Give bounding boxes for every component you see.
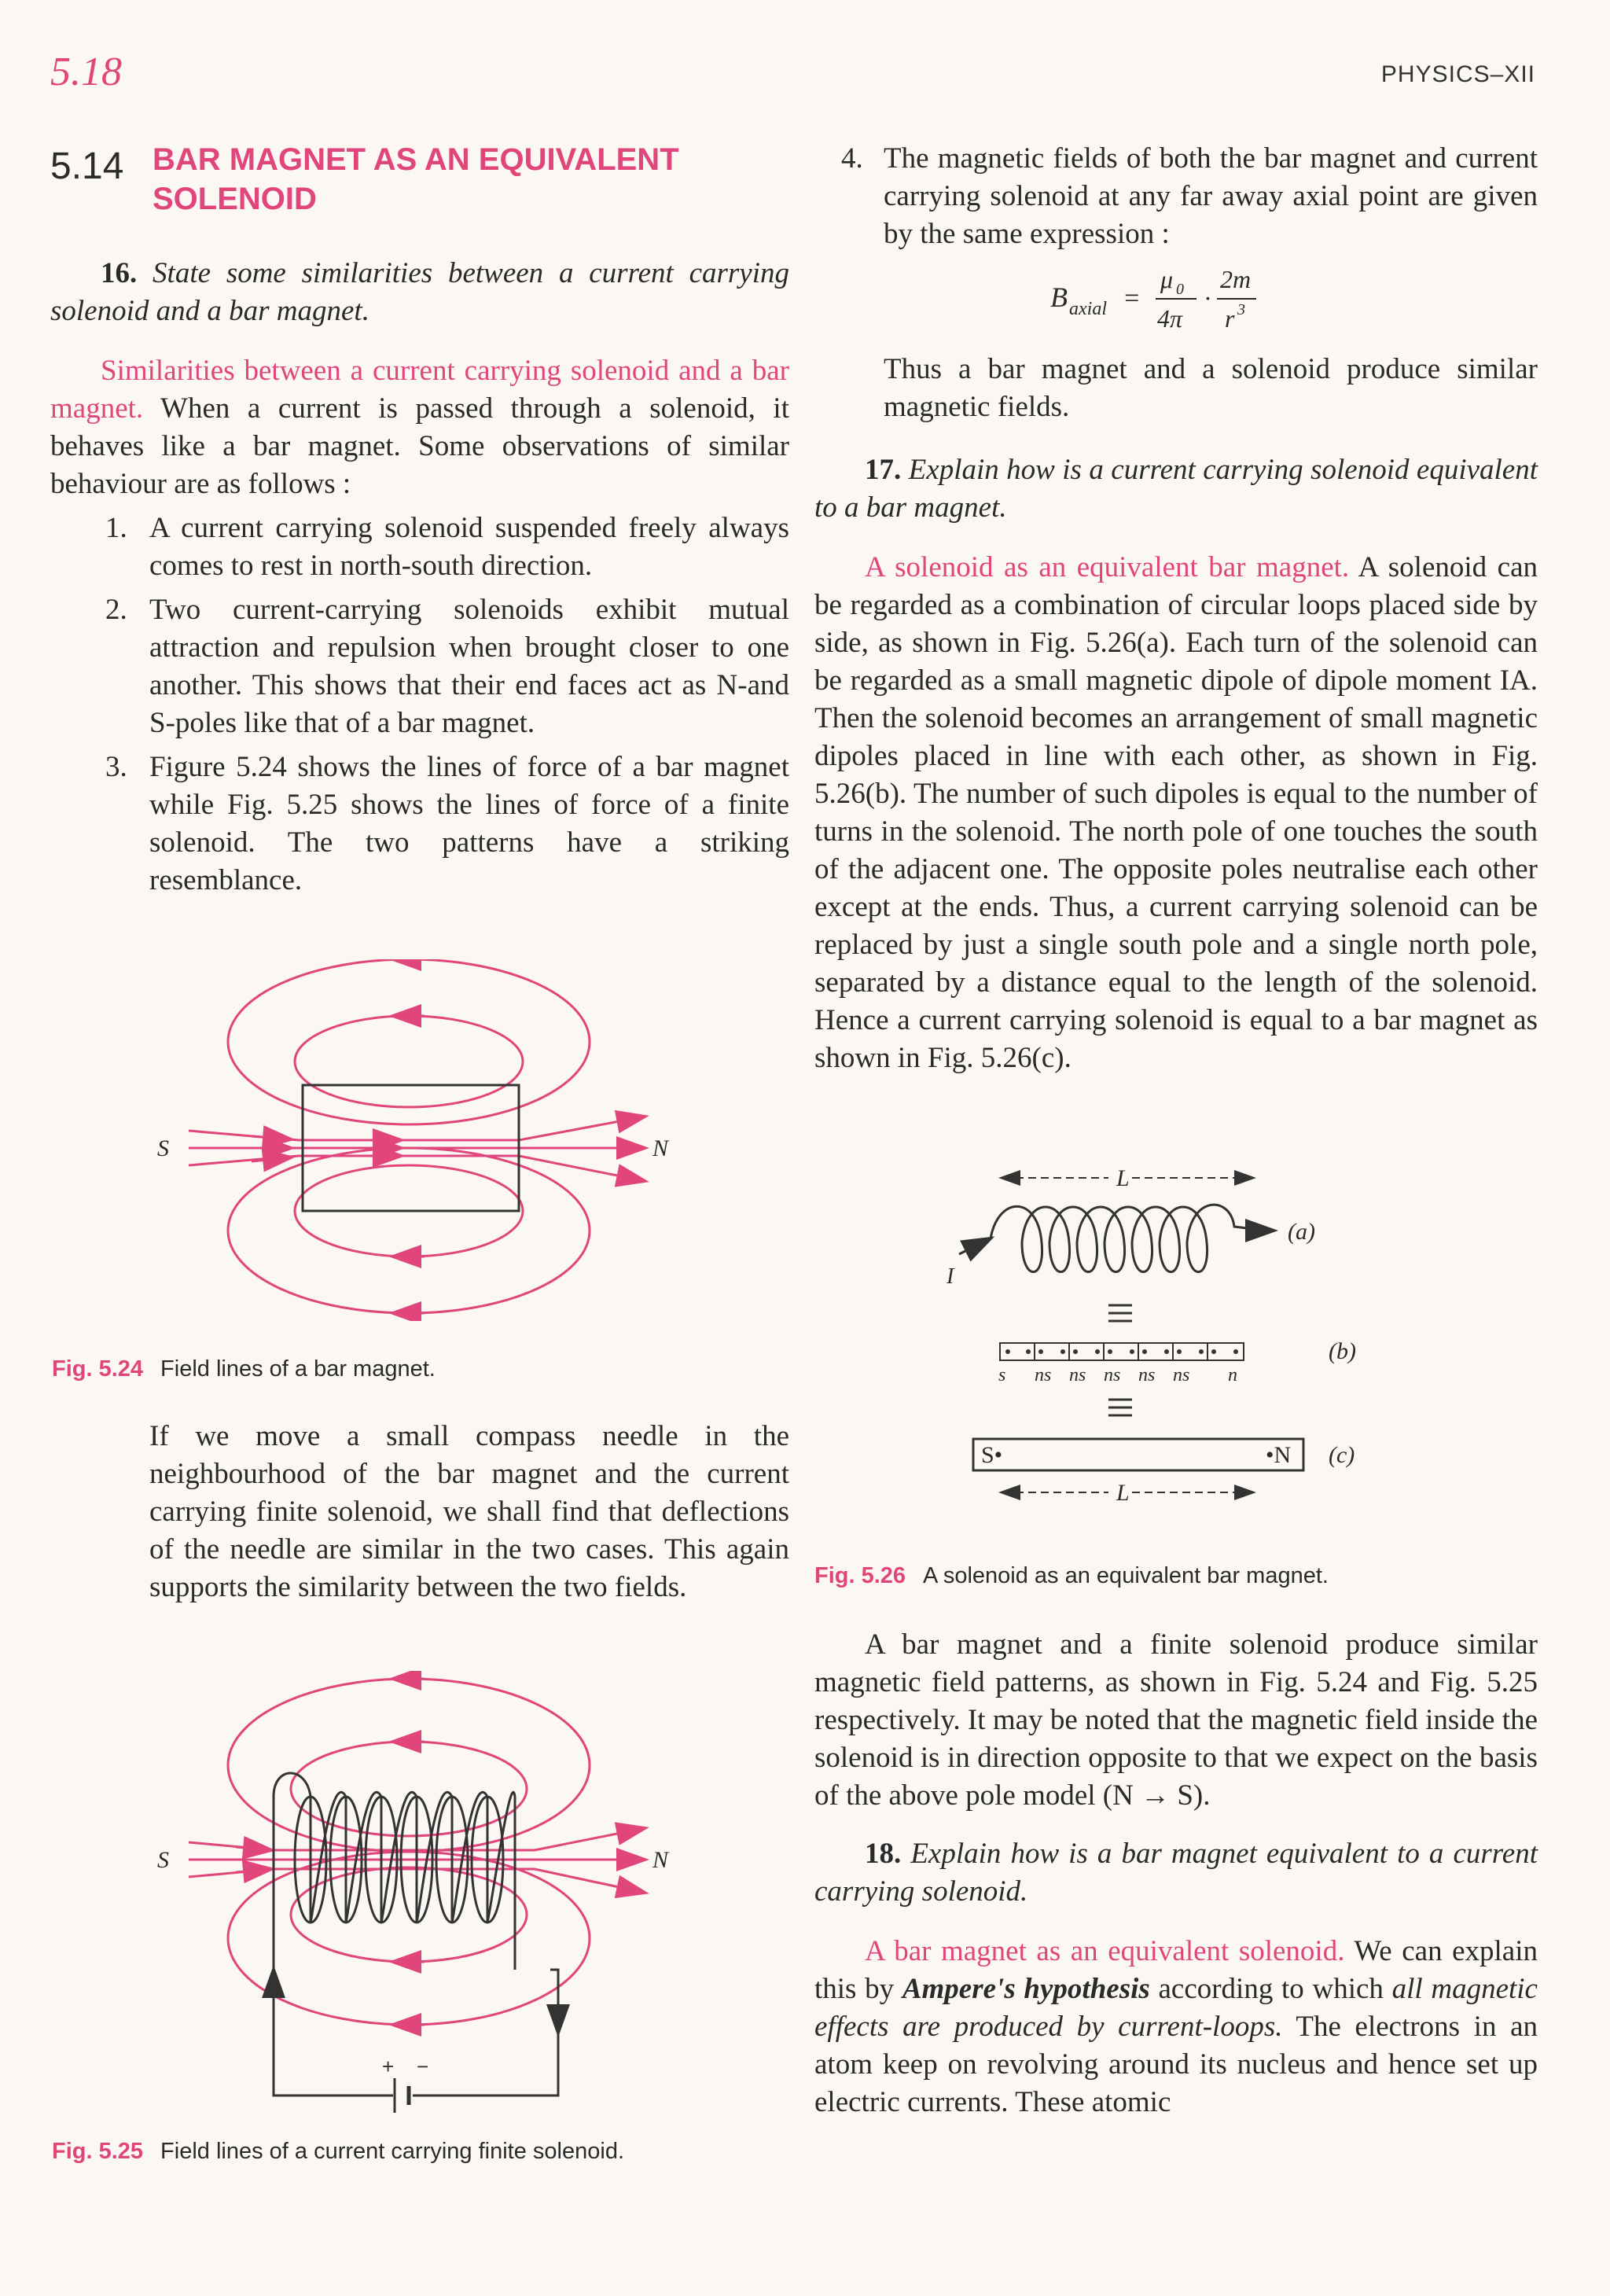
- formula-b: B: [1050, 281, 1068, 313]
- section-title-line1: BAR MAGNET AS AN EQUIVALENT: [153, 142, 679, 177]
- paragraph-field-patterns: A bar magnet and a finite solenoid produce similar magnetic field patterns, as shown in Fig. 5.24 and Fig. 5.25 respectively. It may be noted that the magnetic field inside the solenoid is in direction opposite to that we expect on the basis of the above pole model (N → S).: [814, 1628, 1538, 1812]
- left-column: [50, 140, 789, 900]
- figure-5-26-solenoid-equivalent: [935, 1164, 1439, 1533]
- answer-heading: Similarities between a current carrying solenoid and a bar magnet.: [50, 355, 789, 425]
- question-text: Explain how is a current carrying solenoid equivalent to a bar magnet.: [814, 454, 1538, 524]
- svg-text:=: =: [1123, 284, 1141, 313]
- question-number: 18.: [865, 1838, 902, 1870]
- dipole-label: ns: [1104, 1365, 1121, 1385]
- right-column: [814, 140, 1538, 1077]
- list-number: 2.: [105, 594, 127, 626]
- section-title-line2: SOLENOID: [153, 182, 317, 216]
- formula-conclusion: Thus a bar magnet and a solenoid produce similar magnetic fields.: [884, 353, 1538, 423]
- figure-label: Fig. 5.26: [814, 1563, 906, 1588]
- pole-s-label: S: [157, 1135, 169, 1161]
- section-number: 5.14: [50, 145, 124, 187]
- part-a-label: (a): [1288, 1219, 1315, 1245]
- figure-label: Fig. 5.25: [52, 2139, 144, 2164]
- page-number: 5.18: [50, 50, 122, 94]
- list-number: 3.: [105, 751, 127, 783]
- svg-text:·: ·: [1204, 284, 1211, 312]
- pole-n-label: N: [652, 1135, 669, 1161]
- part-c-label: (c): [1329, 1442, 1355, 1468]
- figure-5-25-caption: [52, 2139, 624, 2165]
- question-text: Explain how is a bar magnet equivalent to a current carrying solenoid.: [814, 1838, 1538, 1908]
- list-text: The magnetic fields of both the bar magnet and current carrying solenoid at any far away axial point are given by the same expression :: [884, 142, 1538, 250]
- right-column-lower: [814, 1626, 1538, 2121]
- compass-paragraph-block: [50, 1418, 789, 1606]
- caption-text: A solenoid as an equivalent bar magnet.: [923, 1563, 1329, 1588]
- formula-mu-sub: 0: [1176, 281, 1184, 298]
- list-text: A current carrying solenoid suspended freely always comes to rest in north-south direction.: [149, 512, 789, 582]
- running-head: PHYSICS–XII: [1380, 61, 1535, 87]
- list-number: 1.: [105, 512, 127, 544]
- question-number: 17.: [865, 454, 902, 486]
- question-number: 16.: [101, 257, 138, 289]
- dipole-label: ns: [1069, 1365, 1086, 1385]
- dipole-label: ns: [1035, 1365, 1052, 1385]
- list-number: 4.: [841, 142, 863, 175]
- figure-5-24-bar-magnet: [142, 959, 723, 1321]
- formula-graphic: [1050, 258, 1380, 337]
- answer-text: The electrons in an atom keep on revolving around its nucleus and hence set up electric currents. These atomic: [814, 2011, 1538, 2118]
- list-text: Figure 5.24 shows the lines of force of a bar magnet while Fig. 5.25 shows the lines of force of a finite solenoid. The two patterns have a striking resemblance.: [149, 751, 789, 896]
- formula-r: r: [1225, 304, 1235, 333]
- part-b-label: (b): [1329, 1338, 1356, 1364]
- length-label-top: L: [1116, 1165, 1130, 1191]
- answer-text: We can explain this by: [814, 1935, 1538, 2005]
- pole-s-label: S: [157, 1847, 169, 1873]
- hypothesis-term: Ampere's hypothesis: [902, 1973, 1150, 2005]
- battery-plus-label: +: [382, 2055, 395, 2078]
- dipole-label: s: [998, 1365, 1006, 1385]
- section-heading: [50, 140, 789, 219]
- similarity-list: [50, 510, 789, 900]
- figure-5-26-caption: [814, 1563, 1329, 1589]
- answer-17: [814, 549, 1538, 1077]
- caption-text: Field lines of a current carrying finite solenoid.: [160, 2139, 625, 2164]
- pole-n-label: •N: [1266, 1442, 1292, 1468]
- length-label-bottom: L: [1116, 1480, 1130, 1506]
- formula-mu: μ: [1160, 265, 1174, 293]
- answer-16-intro: [50, 352, 789, 503]
- answer-text: A solenoid can be regarded as a combination of circular loops placed side by side, as shown in Fig. 5.26(a). Each turn of the solenoid can be regarded as a small magnetic dipole of dipole moment IA. Then the solenoid becomes an arrangement of small magnetic dipoles placed in line with each other, as shown in Fig. 5.26(b). The number of such dipoles is equal to the number of turns in the solenoid. The north pole of one touches the south of the adjacent one. The opposite poles neutralise each other except at the ends. Thus, a current carrying solenoid can be replaced by just a single south pole and a single north pole, separated by a distance equal to the length of the solenoid. Hence a current carrying solenoid is equal to a bar magnet as shown in Fig. 5.26(c).: [814, 551, 1538, 1074]
- formula-4pi: 4π: [1157, 304, 1183, 333]
- answer-text: When a current is passed through a solenoid, it behaves like a bar magnet. Some observations of similar behaviour are as follows :: [50, 392, 789, 500]
- dipole-label: ns: [1173, 1365, 1190, 1385]
- question-17: [814, 451, 1538, 527]
- list-item: [50, 749, 789, 900]
- figure-5-24-caption: [52, 1356, 436, 1382]
- dipole-label: n: [1228, 1365, 1237, 1385]
- caption-text: Field lines of a bar magnet.: [160, 1356, 436, 1382]
- question-text: State some similarities between a current carrying solenoid and a bar magnet.: [50, 257, 789, 327]
- figure-5-25-solenoid: [142, 1671, 723, 2158]
- battery-minus-label: −: [417, 2055, 429, 2078]
- formula-sub-axial: axial: [1069, 299, 1107, 319]
- pole-n-label: N: [652, 1847, 669, 1873]
- current-label: I: [947, 1264, 954, 1289]
- pole-s-label: S•: [981, 1442, 1003, 1468]
- formula-r-sup: 3: [1237, 301, 1245, 318]
- formula-2m: 2m: [1220, 265, 1252, 293]
- answer-italic-text: all magnetic effects are produced by current-loops.: [814, 1973, 1538, 2043]
- compass-paragraph: If we move a small compass needle in the neighbourhood of the bar magnet and the current carrying finite solenoid, we shall find that deflections of the needle are similar in the two cases. This again supports the similarity between the two fields.: [149, 1420, 789, 1603]
- axial-field-formula: [814, 258, 1538, 337]
- list-item: [50, 591, 789, 742]
- question-16: [50, 255, 789, 330]
- figure-label: Fig. 5.24: [52, 1356, 144, 1382]
- question-18: [814, 1835, 1538, 1911]
- similarity-list-continued: [814, 140, 1538, 253]
- list-item: [814, 140, 1538, 253]
- list-item: [50, 510, 789, 585]
- answer-text: according to which: [1149, 1973, 1392, 2005]
- answer-heading: A solenoid as an equivalent bar magnet.: [865, 551, 1350, 583]
- answer-heading: A bar magnet as an equivalent solenoid.: [865, 1935, 1345, 1967]
- dipole-label: ns: [1138, 1365, 1156, 1385]
- answer-18: [814, 1933, 1538, 2121]
- list-text: Two current-carrying solenoids exhibit mutual attraction and repulsion when brought closer to one another. This shows that their end faces act as N-and S-poles like that of a bar magnet.: [149, 594, 789, 739]
